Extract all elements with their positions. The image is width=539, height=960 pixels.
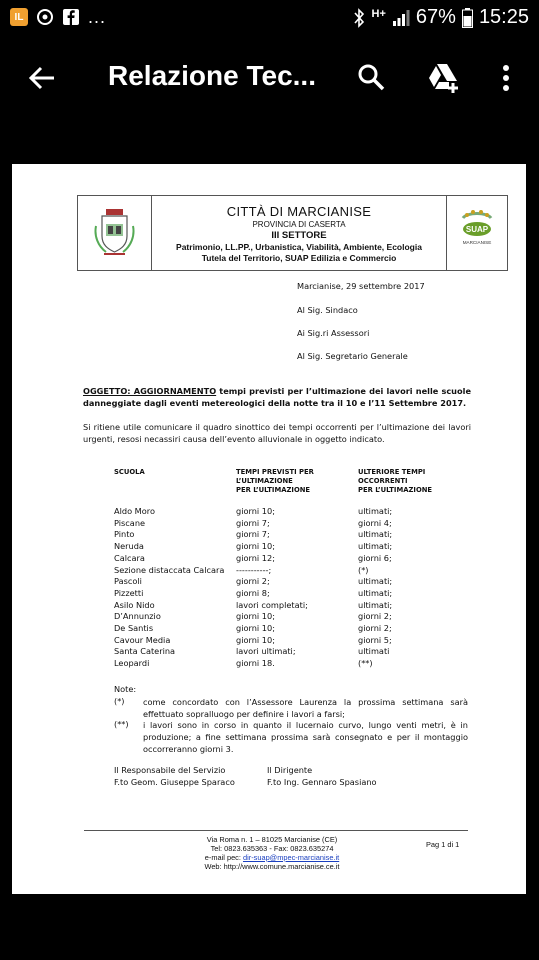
footer-pec: e-mail pec: dir-suap@mpec-marcianise.it [204, 853, 340, 862]
table-row [114, 518, 444, 530]
school-name: Pizzetti [114, 587, 144, 598]
status-bar [0, 0, 539, 38]
app-bar [0, 38, 539, 120]
footer-phone: Tel: 0823.635363 - Fax: 0823.635274 [210, 844, 334, 853]
school-name: Leopardi [114, 658, 150, 669]
department-line-1: Patrimonio, LL.PP., Urbanistica, Viabilità, Ambiente, Ecologia [176, 242, 422, 252]
school-name: Aldo Moro [114, 506, 155, 516]
further-time: ultimati; [358, 587, 393, 598]
further-time: ultimati; [358, 576, 393, 587]
footer-address: Via Roma n. 1 – 81025 Marcianise (CE) [206, 835, 338, 844]
school-name: Calcara [114, 552, 145, 563]
battery-icon [462, 8, 473, 28]
planned-time: lavori completati; [236, 599, 308, 610]
signature-left-role: Il Responsabile del Servizio [114, 765, 226, 775]
signature-left-name: F.to Geom. Giuseppe Sparaco [114, 777, 235, 787]
recipient-secretary: Al Sig. Segretario Generale [297, 351, 408, 361]
school-name: Santa Caterina [114, 646, 176, 657]
table-row [114, 553, 444, 565]
further-time: ultimati [358, 646, 390, 657]
further-time: (**) [358, 658, 373, 669]
further-time: ultimati; [358, 599, 393, 610]
note-mark-2: (**) [114, 719, 129, 729]
further-time: giorni 2; [358, 623, 392, 633]
table-row [114, 588, 444, 600]
signature-right-name: F.to Ing. Gennaro Spasiano [267, 777, 377, 787]
note-text-2: i lavori sono in corso in quanto il lucernaio curvo, lungo venti metri, è in produzione; a fine settimana prossima sarà consegnato e per il montaggio occorreranno giorni 3. [143, 720, 468, 754]
further-time: ultimati; [358, 506, 393, 516]
suap-logo [446, 196, 507, 270]
further-time: giorni 4; [358, 517, 392, 528]
further-time: giorni 2; [358, 611, 392, 622]
intro-paragraph: Si ritiene utile comunicare il quadro sinottico dei tempi occorrenti per l’ultimazione dei lavori urgenti, resosi necassiri causa dell’evento alluvionale in oggetto indicato. [83, 422, 471, 444]
school-name: D’Annunzio [114, 611, 161, 622]
further-time: (*) [358, 564, 369, 575]
planned-time: -----------; [236, 564, 272, 575]
further-time: giorni 6; [358, 552, 392, 563]
school-name: Pinto [114, 529, 135, 540]
note-text-1: come concordato con l’Assessore Laurenza la prossima settimana sarà effettuato sopralluogo per definire i lavori a farsi; [143, 697, 468, 719]
table-row [114, 541, 444, 553]
suap-logo-icon [447, 196, 507, 270]
school-name: Asilo Nido [114, 599, 155, 610]
document-page[interactable] [12, 164, 526, 894]
school-name: Pascoli [114, 576, 142, 587]
svg-text:SUAP: SUAP [465, 225, 489, 234]
table-row [114, 658, 444, 670]
footer-web: Web: http://www.comune.marcianise.ce.it [204, 862, 340, 871]
table-row [114, 646, 444, 658]
sector-name: III SETTORE [271, 230, 327, 241]
more-notifications: ... [88, 7, 107, 27]
table-row [114, 600, 444, 612]
subject: OGGETTO: AGGIORNAMENTO tempi previsti per l’ultimazione dei lavori nelle scuole danneggiate dagli eventi metereologici della notte tra il 10 e l’11 Settembre 2017. [83, 386, 471, 408]
planned-time: giorni 10; [236, 611, 275, 622]
further-time: ultimati; [358, 541, 393, 552]
province-name: PROVINCIA DI CASERTA [252, 220, 346, 229]
search-icon[interactable] [356, 62, 386, 92]
planned-time: giorni 10; [236, 634, 275, 645]
table-row [114, 506, 444, 518]
planned-time: giorni 8; [236, 587, 270, 598]
facebook-icon [62, 8, 80, 26]
further-time: ultimati; [358, 529, 393, 540]
planned-time: giorni 10; [236, 623, 275, 633]
column-header-school: SCUOLA [114, 468, 145, 476]
battery-percent: 67% [415, 6, 456, 28]
planned-time: giorni 2; [236, 576, 270, 587]
column-header-further-time: ULTERIORE TEMPI OCCORRENTI PER L’ULTIMAZIONE [358, 468, 433, 494]
footer-divider [84, 830, 468, 831]
recipient-mayor: Al Sig. Sindaco [297, 305, 358, 315]
svg-text:MARCIANISE: MARCIANISE [462, 240, 492, 245]
table-row [114, 611, 444, 623]
department-line-2: Tutela del Territorio, SUAP Edilizia e Commercio [201, 253, 397, 263]
add-to-drive-icon[interactable] [426, 62, 460, 94]
network-type: H+ [371, 7, 386, 20]
document-title: Relazione Tec... [108, 60, 316, 91]
app-notification-icon: IL [10, 8, 28, 26]
table-row [114, 565, 444, 577]
signal-icon [392, 9, 410, 27]
planned-time: lavori ultimati; [236, 646, 296, 657]
note-mark-1: (*) [114, 696, 125, 706]
school-name: Sezione distaccata Calcara [114, 564, 225, 575]
city-name: CITTÀ DI MARCIANISE [226, 204, 372, 219]
web-link[interactable]: http://www.comune.marcianise.ce.it [223, 862, 340, 871]
planned-time: giorni 7; [236, 529, 270, 540]
school-name: Neruda [114, 541, 144, 552]
page-number: Pag 1 di 1 [426, 840, 460, 849]
clock: 15:25 [478, 6, 529, 28]
bluetooth-icon [352, 8, 366, 28]
planned-time: giorni 7; [236, 517, 270, 528]
further-time: giorni 5; [358, 634, 392, 645]
table-row [114, 635, 444, 647]
planned-time: giorni 10; [236, 506, 275, 516]
letterhead [77, 195, 508, 271]
planned-time: giorni 18. [236, 658, 275, 669]
more-options-icon[interactable] [496, 62, 516, 94]
date-line: Marcianise, 29 settembre 2017 [297, 281, 425, 291]
recipient-councillors: Ai Sig.ri Assessori [297, 328, 370, 338]
notes-title: Note: [114, 684, 137, 694]
back-arrow-icon[interactable] [26, 62, 58, 94]
city-crest [78, 196, 152, 270]
school-name: De Santis [114, 623, 154, 633]
city-crest-icon [78, 196, 151, 270]
planned-time: giorni 10; [236, 541, 275, 552]
column-header-planned-time: TEMPI PREVISTI PER L’ULTIMAZIONE PER L’ULTIMAZIONE [236, 468, 314, 494]
signature-right-role: Il Dirigente [267, 765, 313, 775]
pec-link[interactable]: dir-suap@mpec-marcianise.it [242, 853, 340, 862]
table-row [114, 623, 444, 635]
school-name: Cavour Media [114, 634, 171, 645]
table-row [114, 576, 444, 588]
school-name: Piscane [114, 517, 146, 528]
table-row [114, 529, 444, 541]
sync-icon [36, 8, 54, 26]
planned-time: giorni 12; [236, 552, 275, 563]
